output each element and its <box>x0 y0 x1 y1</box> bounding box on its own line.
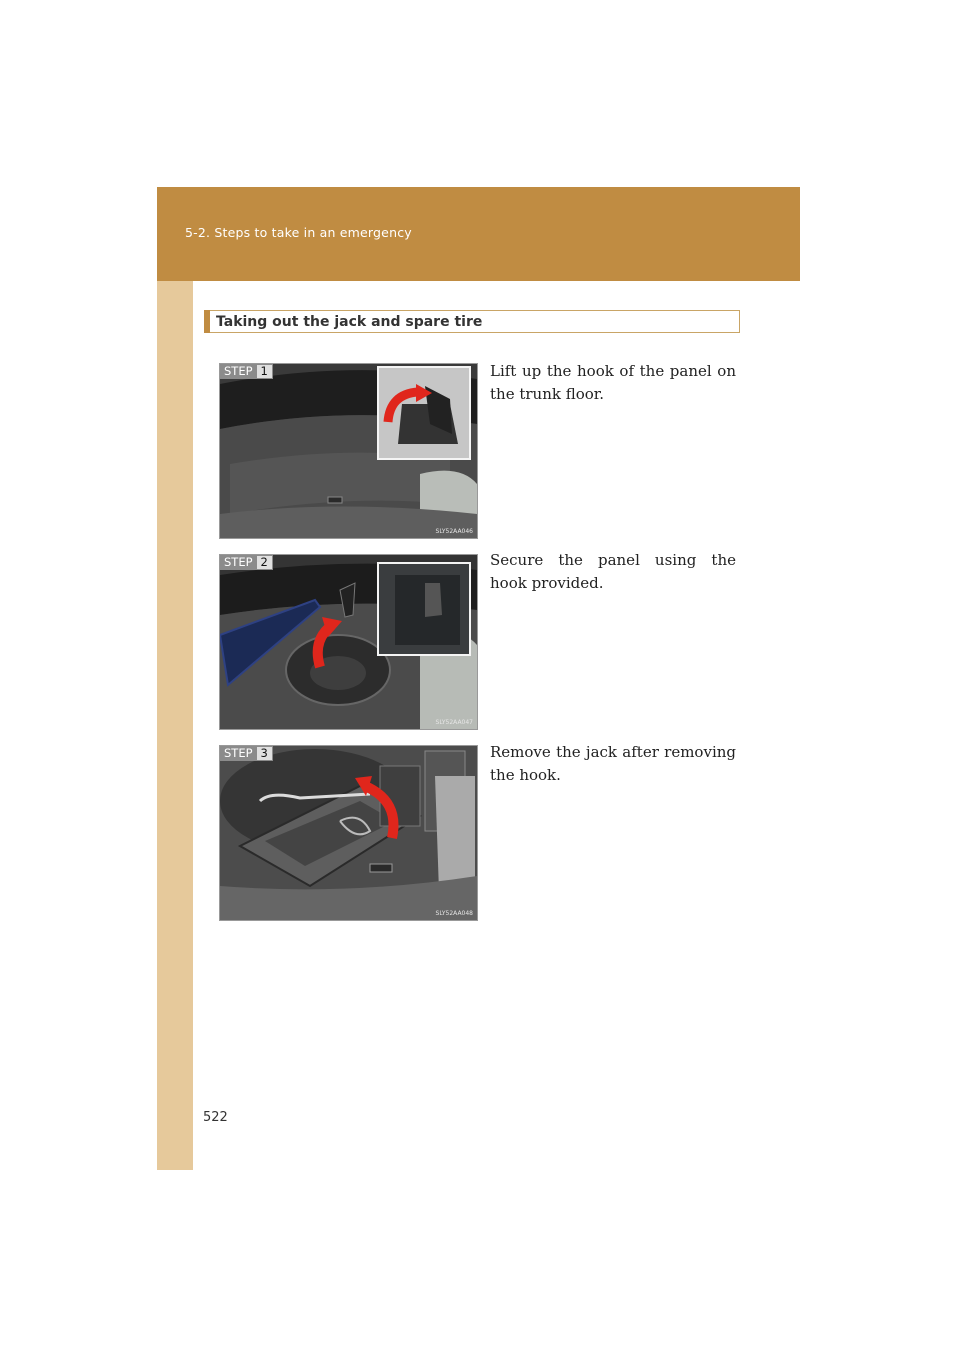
step-2-illustration <box>219 554 478 730</box>
section-marker <box>204 310 210 333</box>
step-3-text: Remove the jack after removing the hook. <box>490 743 736 784</box>
chapter-title: 5-2. Steps to take in an emergency <box>185 225 412 240</box>
step-1-text: Lift up the hook of the panel on the trunk floor. <box>490 362 736 403</box>
image-code: SLY52AA048 <box>435 910 473 917</box>
image-code: SLY52AA046 <box>435 528 473 535</box>
step-number: 1 <box>256 364 273 379</box>
step-label: STEP <box>220 555 256 570</box>
trunk-panel-illustration <box>220 555 477 729</box>
step-label: STEP <box>220 364 256 379</box>
step-number: 2 <box>256 555 273 570</box>
step-3-badge <box>220 746 273 761</box>
side-tab <box>157 187 193 1170</box>
step-1-illustration <box>219 363 478 539</box>
step-3-illustration <box>219 745 478 921</box>
step-2-text: Secure the panel using the hook provided. <box>490 551 736 592</box>
page-number: 522 <box>203 1110 228 1125</box>
step-number: 3 <box>256 746 273 761</box>
image-code: SLY52AA047 <box>435 719 473 726</box>
section-title: Taking out the jack and spare tire <box>216 314 483 330</box>
trunk-floor-illustration <box>220 364 477 538</box>
jack-removal-illustration <box>220 746 477 920</box>
step-2-badge <box>220 555 273 570</box>
section-heading <box>204 310 740 333</box>
step-1-badge <box>220 364 273 379</box>
step-label: STEP <box>220 746 256 761</box>
